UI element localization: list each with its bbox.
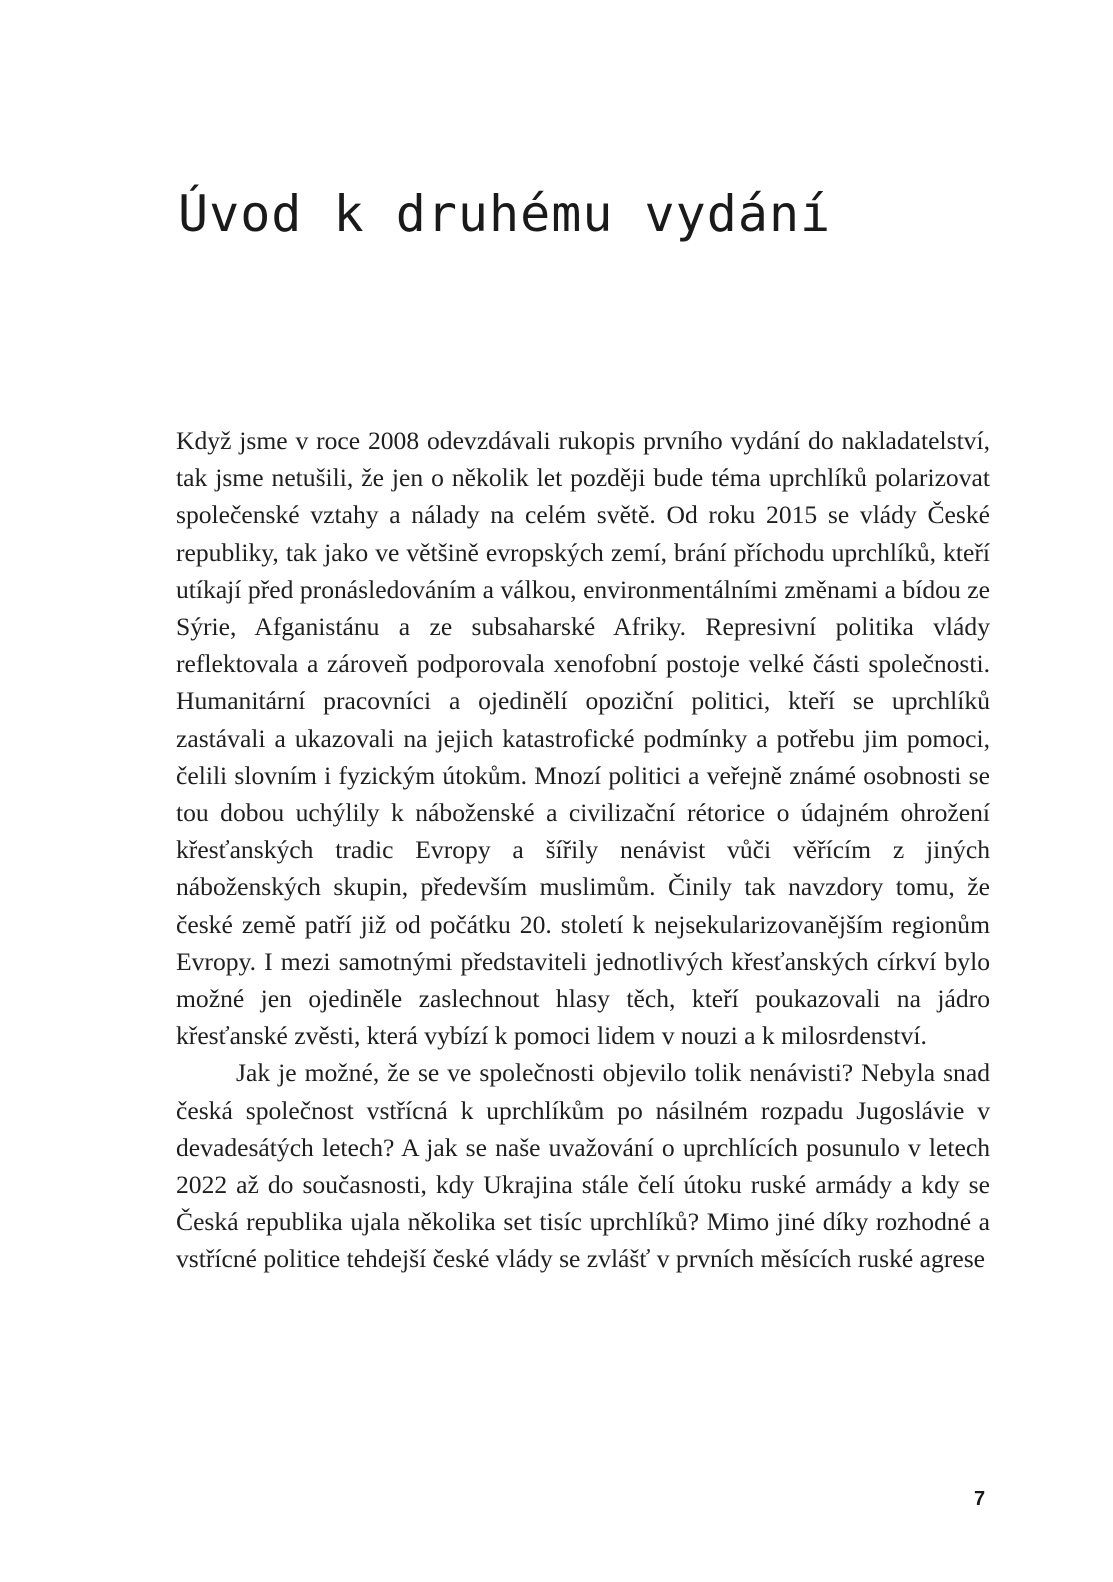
paragraph-first: Když jsme v roce 2008 odevzdávali rukopis prvního vydání do nakladatelství, tak jsme netušili, že jen o několik let později bude téma uprchlíků polarizovat společenské vztahy a nálady na celém světě. Od roku 2015 se vlády České republiky, tak jako ve většině evropských zemí, brání příchodu uprchlíků, kteří utíkají před pronásledováním a válkou, environmentálními změnami a bídou ze Sýrie, Afganistánu a ze subsaharské Afriky. Represivní politika vlády reflektovala a zároveň podporovala xenofobní postoje velké části společnosti. Humanitární pracovníci a ojedinělí opoziční politici, kteří se uprchlíků zastávali a ukazovali na jejich katastrofické podmínky a potřebu jim pomoci, čelili slovním i fyzickým útokům. Mnozí politici a veřejně známé osobnosti se tou dobou uchýlily k náboženské a civilizační rétorice o údajném ohrožení křesťanských tradic Evropy a šířily nenávist vůči věřícím z jiných náboženských skupin, především muslimům. Činily tak navzdory tomu, že české země patří již od počátku 20. století k nejsekularizovanějším regionům Evropy. I mezi samotnými představiteli jednotlivých křesťanských církví bylo možné jen ojediněle zaslechnout hlasy těch, kteří poukazovali na jádro křesťanské zvěsti, která vybízí k pomoci lidem v nouzi a k milosrdenství.	[176, 426, 990, 1051]
chapter-title: Úvod k druhému vydání	[178, 185, 832, 243]
page-number: 7	[974, 1488, 986, 1510]
body-text	[176, 422, 990, 1278]
paragraph-second: Jak je možné, že se ve společnosti objevilo tolik nenávisti? Nebyla snad česká společnost vstřícná k uprchlíkům po násilném rozpadu Jugoslávie v devadesátých letech? A jak se naše uvažování o uprchlících posunulo v letech 2022 až do současnosti, kdy Ukrajina stále čelí útoku ruské armády a kdy se Česká republika ujala několika set tisíc uprchlíků? Mimo jiné díky rozhodné a vstřícné politice tehdejší české vlády se zvlášť v prvních měsících ruské agrese	[176, 1058, 990, 1274]
